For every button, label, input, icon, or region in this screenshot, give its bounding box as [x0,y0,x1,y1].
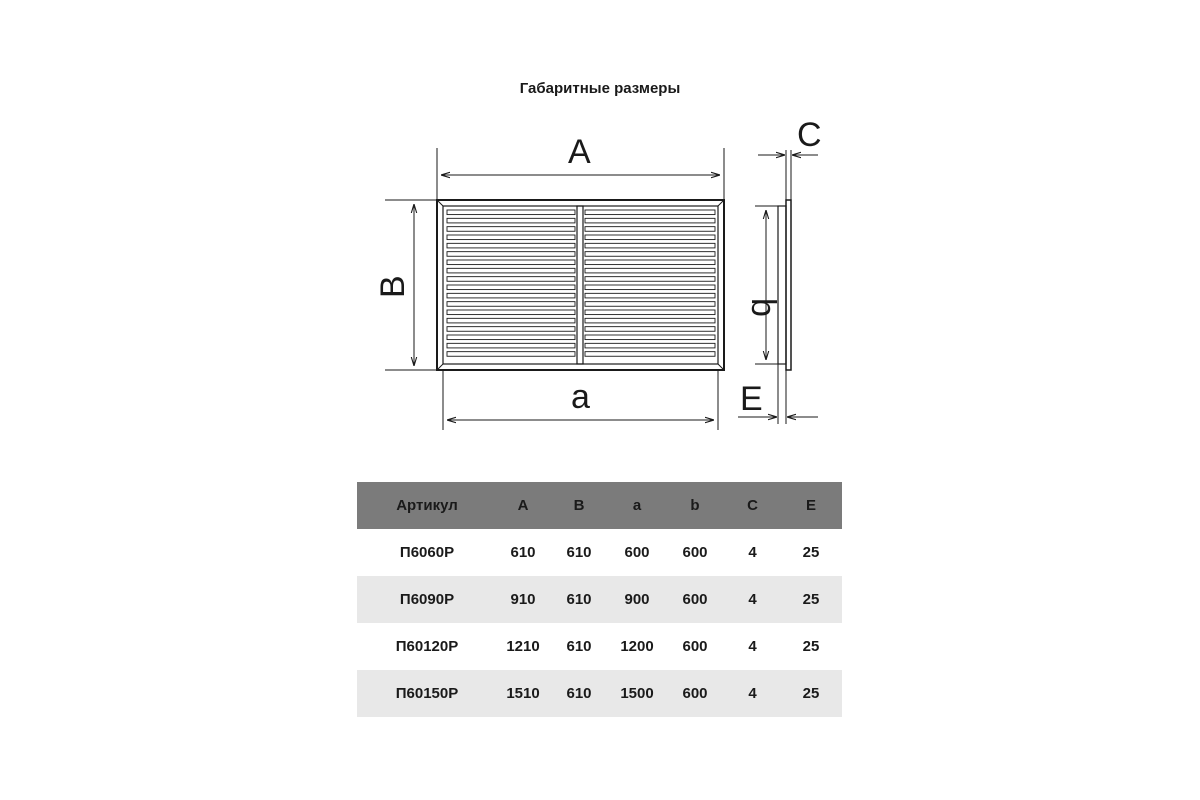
louver-slat [447,310,575,315]
louver-slat [447,252,575,257]
cell-B: 610 [566,544,592,561]
cell-A: 610 [510,544,536,561]
louver-slat [585,243,715,248]
cell-C: 4 [748,685,757,702]
cell-C: 4 [748,591,757,608]
cell-E: 25 [802,685,820,702]
cell-a: 900 [624,591,650,608]
header-B: B [573,497,585,514]
louver-slat [585,252,715,257]
louver-slat [447,268,575,273]
dimension-b [755,206,778,364]
grille-slats-right [585,210,715,356]
cell-b: 600 [682,591,708,608]
louver-slat [447,277,575,282]
louver-slat [447,285,575,290]
louver-slat [447,227,575,232]
cell-B: 610 [566,638,592,655]
cell-A: 910 [510,591,536,608]
cell-A: 1210 [506,638,540,655]
cell-a: 600 [624,544,650,561]
cell-E: 25 [802,544,820,561]
louver-slat [585,352,715,357]
louver-slat [585,343,715,348]
dimension-label-E: E [740,380,763,418]
cell-E: 25 [802,638,820,655]
louver-slat [585,335,715,340]
dimension-label-C: C [797,116,822,154]
cell-a: 1200 [620,638,654,655]
louver-slat [447,327,575,332]
grille-slats-left [447,210,575,356]
side-flange [786,200,791,370]
header-b: b [690,497,700,514]
louver-slat [447,260,575,265]
dimension-label-B: B [374,275,412,298]
table-row [357,670,842,717]
cell-article: П60120Р [395,638,459,655]
louver-slat [585,293,715,298]
louver-slat [585,327,715,332]
cell-article: П6090Р [399,591,455,608]
header-C: C [747,497,758,514]
cell-b: 600 [682,544,708,561]
louver-slat [585,277,715,282]
louver-slat [585,235,715,240]
cell-E: 25 [802,591,820,608]
louver-slat [585,268,715,273]
table-row [357,623,842,670]
dimensions-table [357,482,842,717]
louver-slat [585,260,715,265]
louver-slat [585,302,715,307]
table-row [357,576,842,623]
louver-slat [585,285,715,290]
table-row [357,529,842,576]
grille-center-divider [577,206,583,364]
cell-C: 4 [748,638,757,655]
cell-a: 1500 [620,685,654,702]
cell-A: 1510 [506,685,540,702]
page-title: Габаритные размеры [519,80,681,97]
louver-slat [585,310,715,315]
grille-side-view [778,200,791,370]
cell-B: 610 [566,685,592,702]
louver-slat [585,218,715,223]
louver-slat [447,335,575,340]
louver-slat [447,218,575,223]
grille-front-view [437,200,724,370]
cell-article: П6060Р [399,544,455,561]
dimension-label-a: a [571,378,590,416]
louver-slat [447,343,575,348]
header-a: a [632,497,642,514]
louver-slat [585,210,715,215]
cell-C: 4 [748,544,757,561]
louver-slat [447,318,575,323]
louver-slat [447,235,575,240]
dimension-label-b: b [744,298,782,317]
cell-b: 600 [682,638,708,655]
cell-b: 600 [682,685,708,702]
cell-B: 610 [566,591,592,608]
dimension-label-A: A [568,133,591,171]
table-header-row [357,482,842,529]
louver-slat [447,210,575,215]
louver-slat [447,293,575,298]
header-article: Артикул [396,497,458,514]
louver-slat [585,227,715,232]
louver-slat [447,352,575,357]
header-E: E [805,497,816,514]
side-body [778,206,786,364]
louver-slat [585,318,715,323]
dimension-C [758,150,818,200]
cell-article: П60150Р [395,685,459,702]
header-A: A [517,497,529,514]
louver-slat [447,243,575,248]
louver-slat [447,302,575,307]
